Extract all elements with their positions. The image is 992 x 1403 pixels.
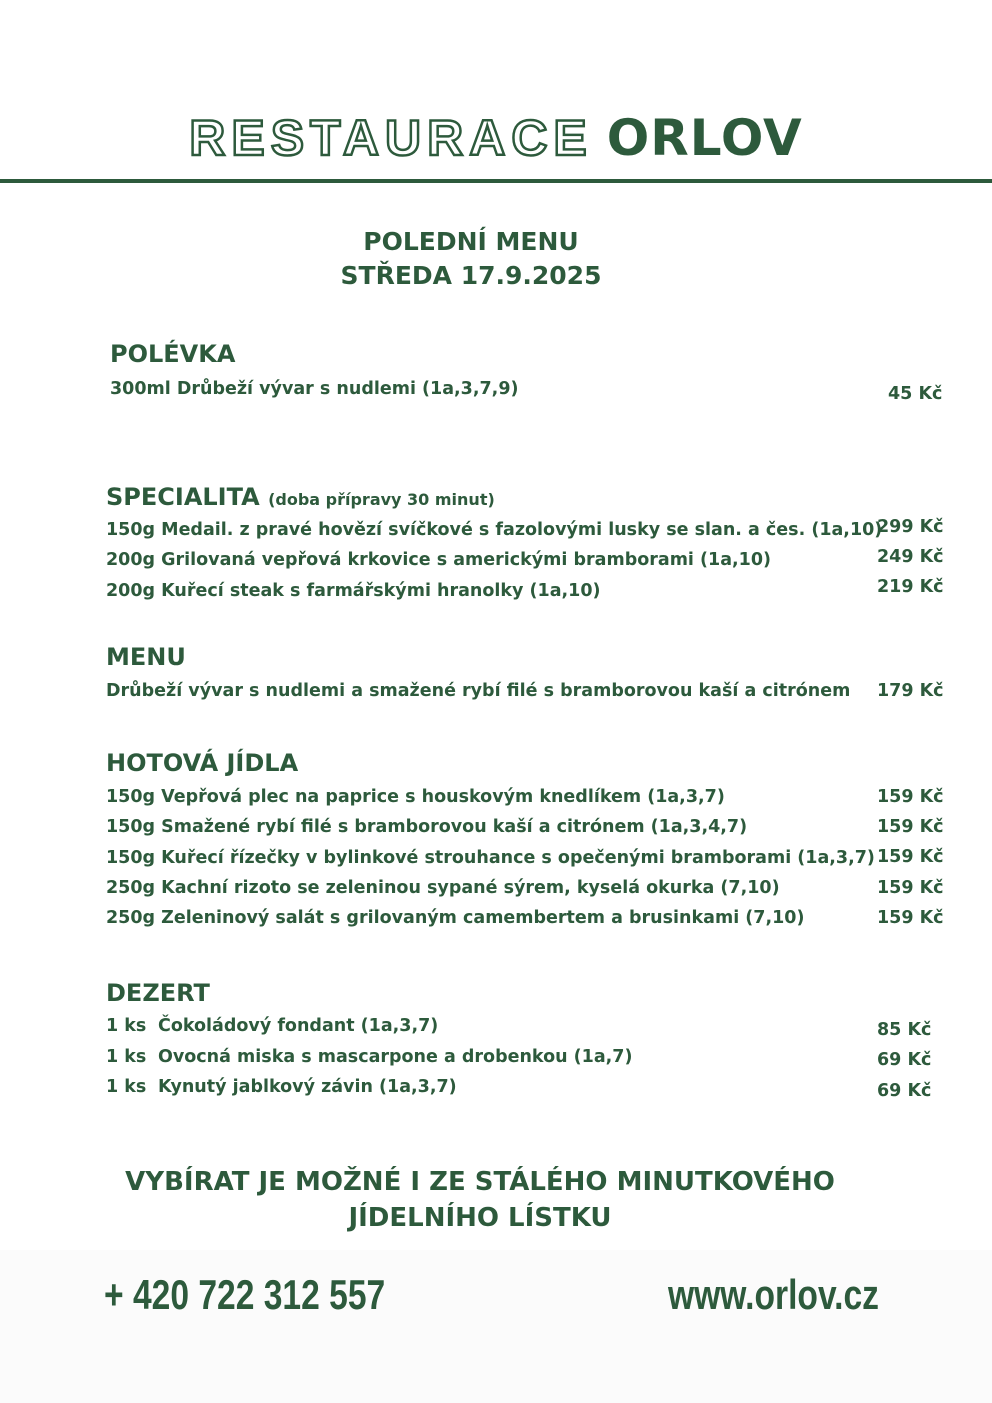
restaurant-logo xyxy=(0,108,992,168)
menu-item-price: 219 Kč xyxy=(877,577,944,597)
menu-item-price: 69 Kč xyxy=(877,1081,932,1101)
menu-item: 200g Kuřecí steak s farmářskými hranolky (1a,10) xyxy=(106,581,601,601)
closing-note-line-1: VYBÍRAT JE MOŽNÉ I ZE STÁLÉHO MINUTKOVÉHO xyxy=(125,1167,835,1197)
menu-item: 300ml Drůbeží vývar s nudlemi (1a,3,7,9) xyxy=(110,379,519,399)
section-title-specialty-label: SPECIALITA xyxy=(106,483,260,511)
section-title-soup: POLÉVKA xyxy=(110,340,236,368)
menu-item-price: 85 Kč xyxy=(877,1020,932,1040)
menu-item-name: Ovocná miska s mascarpone a drobenkou (1a,7) xyxy=(158,1047,633,1067)
menu-item: 150g Medail. z pravé hovězí svíčkové s fazolovými lusky se slan. a čes. (1a,10) xyxy=(106,520,883,540)
menu-item-price: 159 Kč xyxy=(877,817,944,837)
menu-item-quantity: 1 ks xyxy=(106,1047,147,1067)
menu-item-price: 45 Kč xyxy=(888,384,943,404)
menu-item-price: 159 Kč xyxy=(877,878,944,898)
menu-item-price: 249 Kč xyxy=(877,547,944,567)
menu-item-name: Čokoládový fondant (1a,3,7) xyxy=(158,1016,439,1036)
menu-item: 150g Vepřová plec na paprice s houskovým knedlíkem (1a,3,7) xyxy=(106,787,725,807)
menu-title: POLEDNÍ MENU xyxy=(363,227,579,256)
section-title-dessert: DEZERT xyxy=(106,979,210,1007)
menu-item: 250g Kachní rizoto se zeleninou sypané sýrem, kyselá okurka (7,10) xyxy=(106,878,780,898)
brand-name-bold: ORLOV xyxy=(606,109,803,167)
menu-item xyxy=(106,1015,438,1037)
menu-item-quantity: 1 ks xyxy=(106,1016,147,1036)
menu-item-quantity: 1 ks xyxy=(106,1077,147,1097)
menu-item xyxy=(106,1046,632,1068)
section-note-prep-time: (doba přípravy 30 minut) xyxy=(268,490,495,509)
phone-number[interactable]: + 420 722 312 557 xyxy=(104,1271,386,1318)
menu-item: Drůbeží vývar s nudlemi a smažené rybí filé s bramborovou kaší a citrónem xyxy=(106,681,851,701)
menu-item xyxy=(106,1076,457,1098)
menu-item: 150g Smažené rybí filé s bramborovou kaší a citrónem (1a,3,4,7) xyxy=(106,817,748,837)
menu-item: 250g Zeleninový salát s grilovaným camembertem a brusinkami (7,10) xyxy=(106,908,805,928)
header-divider xyxy=(0,179,992,183)
menu-item: 200g Grilovaná vepřová krkovice s americkými bramborami (1a,10) xyxy=(106,550,771,570)
menu-item-name: Kynutý jablkový závin (1a,3,7) xyxy=(158,1077,457,1097)
section-title-specialty xyxy=(106,482,495,515)
menu-item-price: 159 Kč xyxy=(877,787,944,807)
section-title-menu: MENU xyxy=(106,643,186,671)
section-title-ready-meals: HOTOVÁ JÍDLA xyxy=(106,749,299,777)
website-link[interactable]: www.orlov.cz xyxy=(668,1271,879,1318)
menu-item-price: 299 Kč xyxy=(877,517,944,537)
menu-item-price: 159 Kč xyxy=(877,908,944,928)
menu-item-price: 69 Kč xyxy=(877,1050,932,1070)
closing-note-line-2: JÍDELNÍHO LÍSTKU xyxy=(348,1203,612,1233)
menu-item-price: 179 Kč xyxy=(877,681,944,701)
menu-item-price: 159 Kč xyxy=(877,847,944,867)
brand-name-light: RESTAURACE xyxy=(189,110,593,166)
menu-date: STŘEDA 17.9.2025 xyxy=(340,261,602,290)
menu-item: 150g Kuřecí řízečky v bylinkové strouhance s opečenými bramborami (1a,3,7) xyxy=(106,848,875,868)
